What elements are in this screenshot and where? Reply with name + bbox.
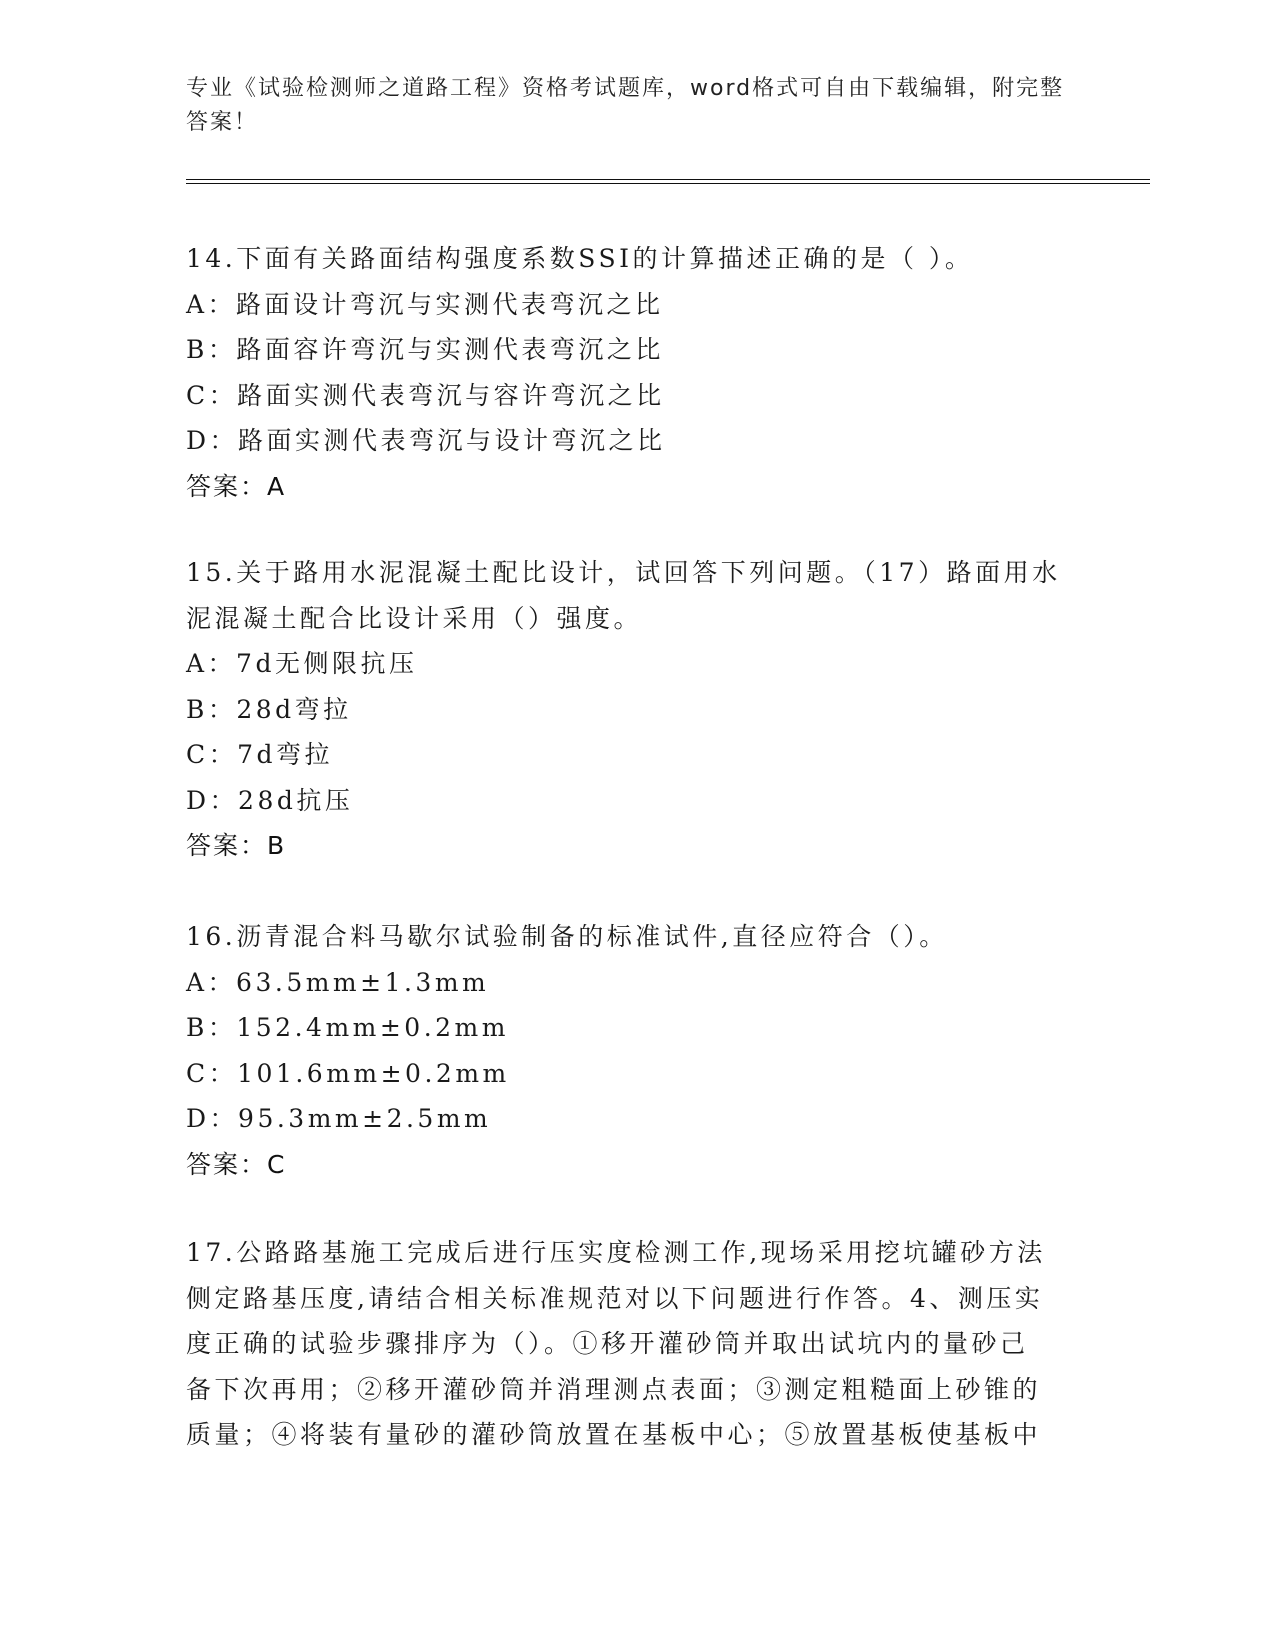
document-header: 专业《试验检测师之道路工程》资格考试题库，word格式可自由下载编辑，附完整答案！ bbox=[186, 76, 1065, 135]
option-b: B：28d弯拉 bbox=[186, 694, 352, 724]
answer: 答案：C bbox=[186, 1149, 287, 1179]
option-a: A：63.5mm±1.3mm bbox=[186, 967, 490, 997]
question-17 bbox=[186, 1230, 1056, 1458]
question-14 bbox=[186, 236, 1066, 509]
option-c: C：7d弯拉 bbox=[186, 740, 334, 769]
option-c: C：路面实测代表弯沉与容许弯沉之比 bbox=[186, 380, 665, 410]
option-b: B：路面容许弯沉与实测代表弯沉之比 bbox=[186, 335, 664, 364]
option-c: C：101.6mm±0.2mm bbox=[186, 1058, 510, 1088]
option-a: A：7d无侧限抗压 bbox=[186, 649, 418, 678]
option-d: D：95.3mm±2.5mm bbox=[186, 1104, 492, 1133]
question-15 bbox=[186, 550, 1066, 869]
option-b: B：152.4mm±0.2mm bbox=[186, 1013, 509, 1042]
question-stem: 17.公路路基施工完成后进行压实度检测工作,现场采用挖坑罐砂方法侧定路基压度,请结合相关标准规范对以下问题进行作答。4、测压实度正确的试验步骤排序为（）。①移开灌砂筒并取出试坑内的量砂己备下次再用；②移开灌砂筒并消理测点表面；③测定粗糙面上砂锥的质量；④将装有量砂的灌砂筒放置在基板中心；⑤放置基板使基板中 bbox=[186, 1238, 1046, 1449]
question-16 bbox=[186, 914, 1066, 1187]
option-d: D：路面实测代表弯沉与设计弯沉之比 bbox=[186, 426, 666, 455]
option-a: A：路面设计弯沉与实测代表弯沉之比 bbox=[186, 289, 664, 319]
answer: 答案：A bbox=[186, 471, 287, 501]
question-stem: 15.关于路用水泥混凝土配比设计，试回答下列问题。（17）路面用水泥混凝土配合比设计采用（）强度。 bbox=[186, 558, 1061, 633]
header-divider-top bbox=[186, 179, 1150, 180]
question-stem: 14.下面有关路面结构强度系数SSI的计算描述正确的是（ ）。 bbox=[186, 244, 974, 273]
option-d: D：28d抗压 bbox=[186, 785, 354, 815]
header-divider-bottom bbox=[186, 183, 1150, 184]
answer: 答案：B bbox=[186, 831, 287, 860]
question-stem: 16.沥青混合料马歇尔试验制备的标准试件,直径应符合（）。 bbox=[186, 922, 948, 951]
